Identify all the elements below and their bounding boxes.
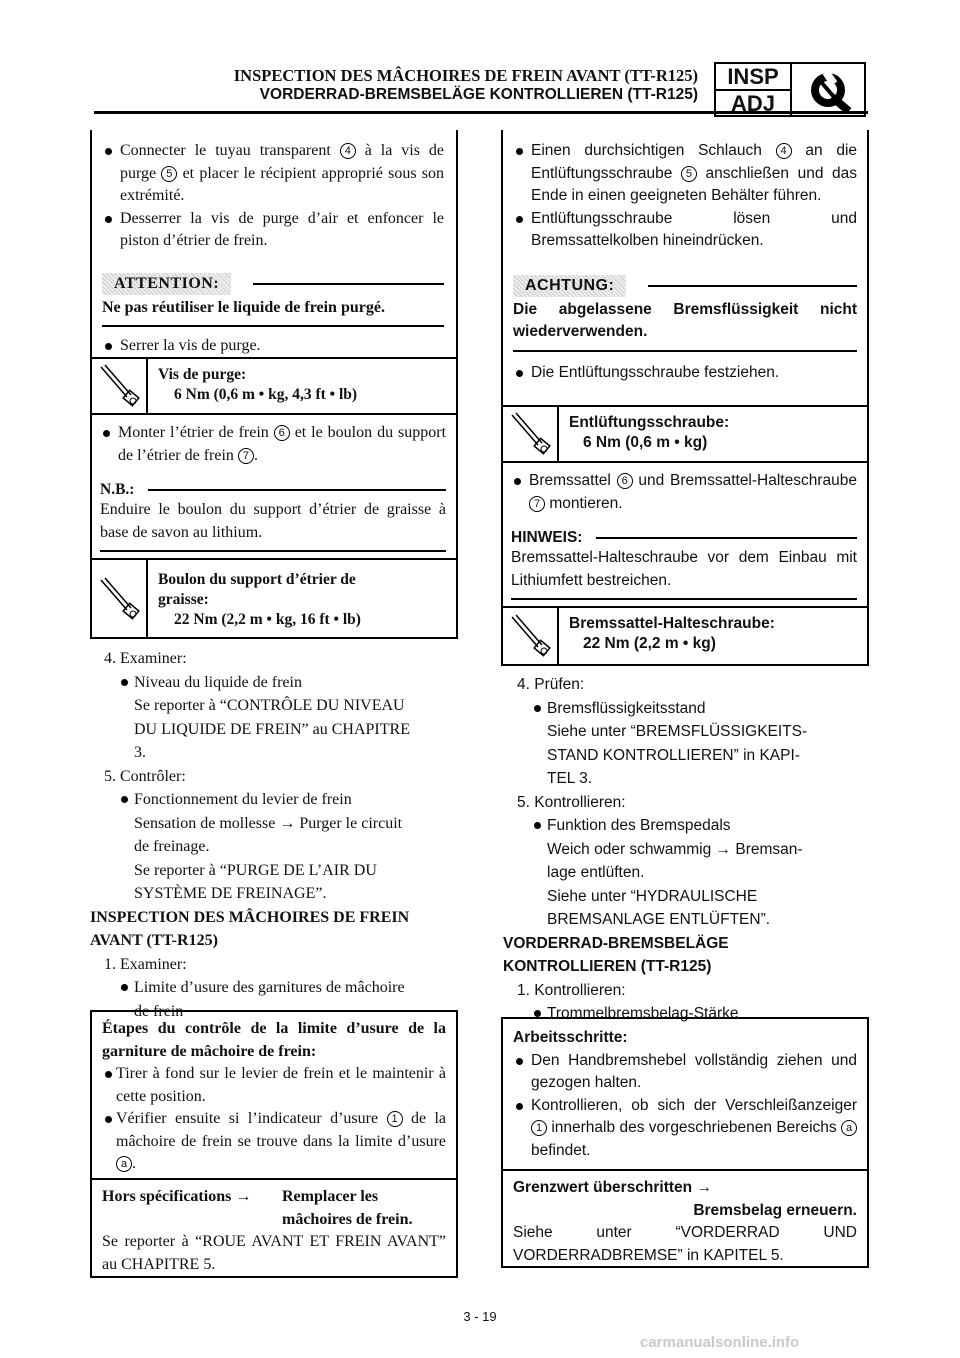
de-warning-text: Die abgelassene Bremsflüssigkeit nicht wiederverwenden. — [513, 300, 857, 340]
torque-wrench-icon — [503, 608, 559, 664]
de-note-label: HINWEIS: — [511, 529, 583, 546]
header-title-de: VORDERRAD-BREMSBELÄGE KONTROLLIEREN (TT-R125) — [259, 86, 698, 103]
de-box1-lower — [511, 470, 857, 600]
callout-4: 4 — [776, 143, 792, 159]
callout-a: a — [841, 1120, 857, 1136]
de-spec-ref: Siehe unter “VORDERRAD UND VORDERRADBREMSE” in KAPITEL 5. — [513, 1224, 857, 1264]
callout-7: 7 — [238, 448, 254, 464]
callout-5: 5 — [161, 166, 177, 182]
de-step-connect: Einen durchsichtigen Schlauch 4 an die Entlüftungsschraube 5 anschließen und das Ende in einen geeigneten Behälter führen. — [513, 140, 857, 208]
de-torque2-value: 22 Nm (2,2 m • kg) — [583, 635, 716, 652]
callout-1: 1 — [387, 1111, 403, 1127]
fr-spec-ref: Se reporter à “ROUE AVANT ET FREIN AVANT” au CHAPITRE 5. — [102, 1233, 446, 1273]
callout-5: 5 — [681, 166, 697, 182]
fr-box1-lower — [100, 422, 446, 552]
page-header-title — [170, 66, 698, 104]
fr-step-mount: Monter l’étrier de frein 6 et le boulon du support de l’étrier de frein 7 . — [100, 422, 446, 467]
fr-spec-left: Hors spécifications → — [102, 1188, 252, 1205]
fr-step-5-ref-2: SYSTÈME DE FREINAGE”. — [134, 885, 327, 902]
de-step-tighten: Die Entlüftungsschraube festziehen. — [513, 362, 857, 385]
de-step-4-ref-3: TEL 3. — [547, 770, 593, 787]
fr-step-connect: Connecter le tuyau transparent 4 à la vis de purge 5 et placer le récipient approprié sous son extrémité. — [102, 140, 444, 208]
fr-step-5-text-1: Sensation de mollesse → Purger le circuit — [134, 814, 403, 832]
de-steps — [503, 673, 869, 1026]
torque-wrench-icon — [503, 407, 559, 461]
fr-step-loosen: Desserrer la vis de purge d’air et enfoncer le piston d’étrier de frein. — [102, 208, 444, 253]
page-number: 3 - 19 — [463, 1309, 497, 1324]
de-step-mount: Bremssattel 6 und Bremssattel-Halteschraube 7 montieren. — [511, 470, 857, 515]
de-step-4-ref-2: STAND KONTROLLIEREN” in KAPI- — [547, 746, 800, 764]
de-wear-step-1: Den Handbremshebel vollständig ziehen und gezogen halten. — [513, 1050, 857, 1095]
fr-step-4-ref-1: Se reporter à “CONTRÔLE DU NIVEAU — [134, 697, 405, 714]
de-step-1-label: 1. Kontrollieren: — [517, 981, 626, 999]
de-section-heading-1: VORDERRAD-BREMSBELÄGE — [503, 934, 729, 952]
de-step-5-ref-1: Siehe unter “HYDRAULISCHE — [547, 887, 758, 905]
de-torque-spec-1 — [503, 405, 867, 463]
de-torque2-name: Bremssattel-Halteschraube: — [569, 615, 775, 632]
callout-4: 4 — [340, 143, 356, 159]
de-step-4-label: 4. Prüfen: — [517, 676, 585, 693]
de-wear-step-2: Kontrollieren, ob sich der Verschleißanzeiger 1 innerhalb des vorgeschriebenen Bereichs a befindet. — [513, 1095, 857, 1163]
fr-step-4-item: Niveau du liquide de frein — [90, 671, 458, 695]
fr-torque-spec-1 — [92, 357, 456, 415]
de-step-5-text-2: lage entlüften. — [547, 864, 645, 881]
de-step-1-item-1: Trommelbremsbelag-Stärke — [503, 1002, 869, 1026]
fr-note-label: N.B.: — [100, 481, 135, 498]
fr-wear-step-1: Tirer à fond sur le levier de frein et le maintenir à cette position. — [102, 1063, 446, 1108]
fr-torque2-name-1: Boulon du support d’étrier de — [158, 571, 356, 588]
fr-step-5-item: Fonctionnement du levier de frein — [90, 788, 458, 812]
badge-top: INSP — [716, 64, 790, 91]
fr-torque1-name: Vis de purge: — [158, 366, 247, 383]
badge-text — [716, 64, 792, 115]
section-badge — [714, 62, 866, 117]
fr-step-4-ref-2: DU LIQUIDE DE FREIN” au CHAPITRE — [134, 720, 410, 738]
fr-step-5-text-2: de freinage. — [134, 838, 210, 855]
de-note-head — [511, 529, 857, 547]
fr-spec-right-2: mâchoires de frein. — [282, 1210, 413, 1228]
de-torque1-value: 6 Nm (0,6 m • kg) — [583, 434, 708, 451]
fr-torque2-name-2: graisse: — [158, 591, 209, 608]
de-step-4-item: Bremsflüssigkeitsstand — [503, 697, 869, 721]
de-step-5-text-1: Weich oder schwammig → Bremsan- — [547, 840, 803, 858]
fr-step-1-item-2: de frein — [134, 1002, 184, 1020]
de-section-heading-2: KONTROLLIEREN (TT-R125) — [503, 958, 712, 975]
fr-step-tighten: Serrer la vis de purge. — [102, 335, 444, 358]
callout-a: a — [116, 1156, 132, 1172]
de-spec-left: Grenzwert überschritten → — [513, 1179, 712, 1196]
de-warning-label: ACHTUNG: — [513, 275, 626, 297]
badge-bottom: ADJ — [730, 91, 775, 116]
fr-step-1-label: 1. Examiner: — [104, 955, 187, 973]
fr-step-5-label: 5. Contrôler: — [104, 767, 186, 785]
de-step-loosen: Entlüftungsschraube lösen und Bremssattelkolben hineindrücken. — [513, 208, 857, 253]
fr-step-4-label: 4. Examiner: — [104, 650, 187, 667]
fr-warning-label: ATTENTION: — [102, 273, 231, 295]
fr-step-5-ref-1: Se reporter à “PURGE DE L’AIR DU — [134, 861, 377, 879]
de-torque1-name: Entlüftungsschraube: — [569, 414, 730, 431]
torque-wrench-icon — [92, 560, 148, 637]
fr-note-head — [100, 481, 446, 499]
fr-step-4-ref-3: 3. — [134, 744, 146, 761]
fr-steps — [90, 647, 458, 1023]
fr-torque-spec-2 — [92, 558, 456, 637]
fr-warning-text: Ne pas réutiliser le liquide de frein purgé. — [102, 298, 385, 316]
de-wear-check-head: Arbeitsschritte: — [513, 1029, 628, 1046]
de-wear-check-box — [501, 1017, 869, 1268]
callout-6: 6 — [617, 473, 633, 489]
fr-section-heading-2: AVANT (TT-R125) — [90, 932, 218, 949]
fr-warning-head — [102, 273, 444, 295]
fr-step-1-item-1: Limite d’usure des garnitures de mâchoire — [90, 976, 458, 1000]
wrench-icon — [792, 64, 864, 115]
fr-wear-check-box — [90, 1010, 458, 1278]
callout-6: 6 — [274, 425, 290, 441]
header-title-fr: INSPECTION DES MÂCHOIRES DE FREIN AVANT (TT-R125) — [233, 66, 698, 85]
watermark: carmanualsonline.info — [640, 1334, 800, 1351]
de-step-4-ref-1: Siehe unter “BREMSFLÜSSIGKEITS- — [547, 723, 808, 740]
torque-wrench-icon — [92, 359, 148, 413]
fr-torque2-value: 22 Nm (2,2 m • kg, 16 ft • lb) — [174, 611, 361, 628]
fr-note-text: Enduire le boulon du support d’étrier de graisse à base de savon au lithium. — [100, 501, 446, 541]
fr-wear-check-head: Étapes du contrôle de la limite d’usure de la garniture de mâchoire de frein: — [102, 1020, 446, 1060]
callout-7: 7 — [529, 496, 545, 512]
fr-torque1-value: 6 Nm (0,6 m • kg, 4,3 ft • lb) — [174, 386, 358, 403]
fr-spec-right-1: Remplacer les — [282, 1188, 379, 1205]
de-step-5-ref-2: BREMSANLAGE ENTLÜFTEN”. — [547, 911, 771, 928]
de-warning-head — [513, 275, 857, 297]
de-spec-right: Bremsbelag erneuern. — [693, 1201, 857, 1219]
de-step-5-item: Funktion des Bremspedals — [503, 814, 869, 838]
fr-wear-step-2: Vérifier ensuite si l’indicateur d’usure 1 de la mâchoire de frein se trouve dans la limite d’usure a . — [102, 1108, 446, 1176]
de-step-5-label: 5. Kontrollieren: — [517, 793, 626, 811]
de-torque-spec-2 — [503, 606, 867, 664]
fr-section-heading-1: INSPECTION DES MÂCHOIRES DE FREIN — [90, 908, 410, 926]
de-note-text: Bremssattel-Halteschraube vor dem Einbau mit Lithiumfett bestreichen. — [511, 549, 857, 589]
callout-1: 1 — [531, 1120, 547, 1136]
